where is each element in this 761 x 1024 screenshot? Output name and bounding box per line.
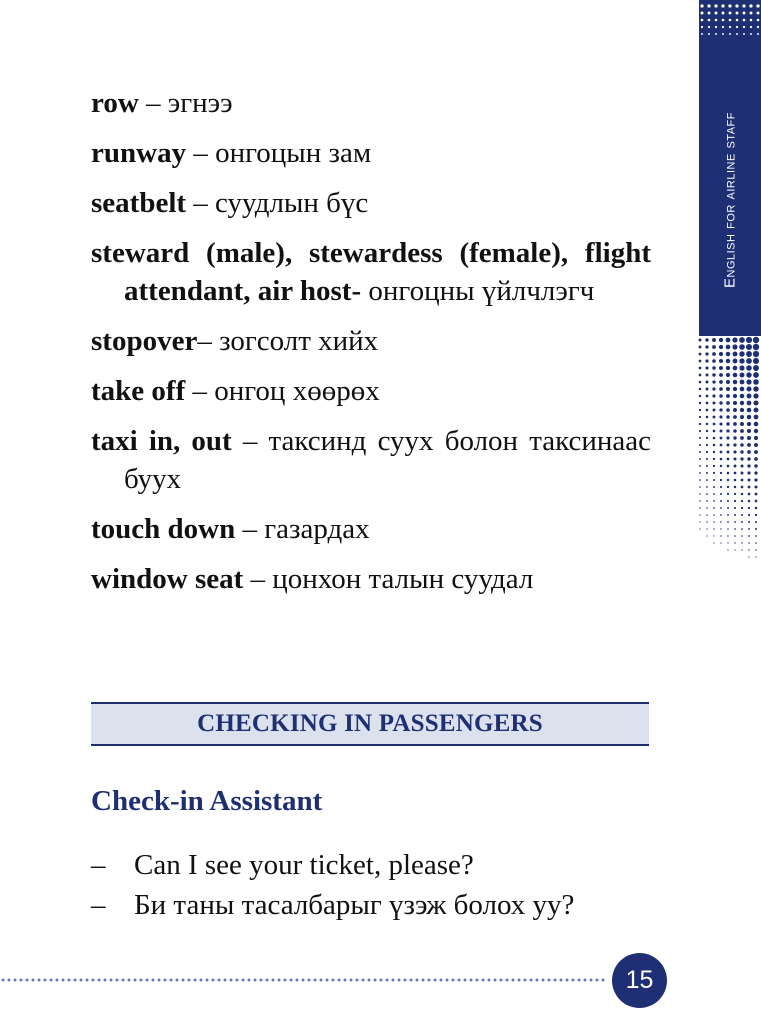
glossary-translation: суудлын бүс <box>215 187 369 219</box>
glossary-term: row <box>91 87 139 119</box>
glossary-translation: газардах <box>264 513 370 545</box>
page-number: 15 <box>625 966 654 994</box>
glossary-separator: – <box>186 137 216 169</box>
glossary-entry-touch-down <box>91 510 651 548</box>
dialog-text: Би таны тасалбарыг үзэж болох уу? <box>134 889 575 921</box>
glossary-list <box>91 84 651 610</box>
glossary-translation: онгоцын зам <box>215 137 372 169</box>
dialog-text: Can I see your ticket, please? <box>134 849 474 881</box>
dialog-list <box>91 845 574 925</box>
glossary-separator: – <box>138 87 168 119</box>
glossary-separator: – <box>185 375 215 407</box>
page-number-badge <box>612 953 667 1008</box>
glossary-entry-steward <box>91 234 651 310</box>
glossary-separator: – <box>235 513 265 545</box>
glossary-term: seatbelt <box>91 187 187 219</box>
dialog-speaker-heading: Check-in Assistant <box>91 785 323 817</box>
glossary-separator: – <box>186 187 216 219</box>
section-title: CHECKING IN PASSENGERS <box>197 710 543 737</box>
glossary-separator: – <box>243 563 273 595</box>
glossary-entry-runway <box>91 134 651 172</box>
glossary-term: steward (male), stewardess (female), flight attendant, air host- <box>91 237 651 307</box>
glossary-entry-take-off <box>91 372 651 410</box>
glossary-entry-row <box>91 84 651 122</box>
glossary-term: take off <box>91 375 186 407</box>
dialog-line <box>91 845 574 885</box>
footer-dotted-line <box>0 974 612 986</box>
glossary-entry-stopover <box>91 322 651 360</box>
dialog-line <box>91 885 574 925</box>
glossary-term: taxi in, out <box>91 425 232 457</box>
dialog-dash: – <box>91 889 106 921</box>
glossary-entry-taxi <box>91 422 651 498</box>
glossary-translation: онгоц хөөрөх <box>214 375 380 407</box>
glossary-term: window seat <box>91 563 244 595</box>
side-tab-title: English for airline staff <box>721 112 739 288</box>
glossary-translation: зогсолт хийх <box>219 325 379 357</box>
glossary-translation: онгоцны үйлчлэгч <box>368 275 595 307</box>
glossary-entry-window-seat <box>91 560 651 598</box>
glossary-term: touch down <box>91 513 236 545</box>
dialog-dash: – <box>91 849 106 881</box>
glossary-entry-seatbelt <box>91 184 651 222</box>
glossary-separator: – <box>231 425 269 457</box>
glossary-term: stopover <box>91 325 198 357</box>
glossary-term: runway <box>91 137 187 169</box>
section-header-bar <box>91 702 649 746</box>
glossary-separator: – <box>197 325 220 357</box>
glossary-translation: эгнээ <box>167 87 233 119</box>
glossary-translation: цонхон талын суудал <box>272 563 534 595</box>
glossary-translation: таксинд суух болон таксинаас буух <box>124 425 651 495</box>
